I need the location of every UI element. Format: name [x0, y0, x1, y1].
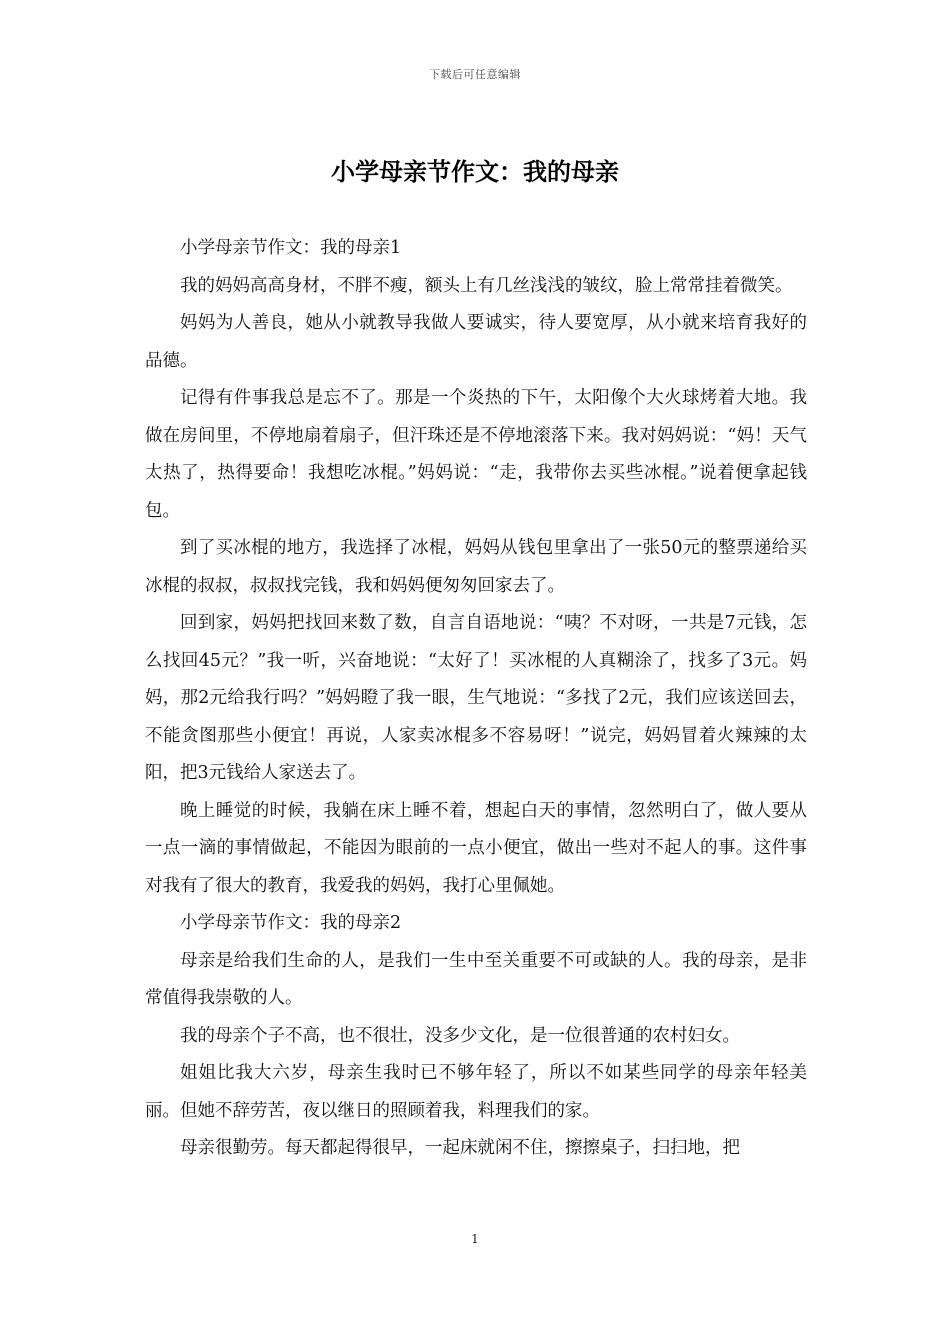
- paragraph: 到了买冰棍的地方，我选择了冰棍，妈妈从钱包里拿出了一张50元的整票递给买冰棍的叔叔，叔叔找完钱，我和妈妈便匆匆回家去了。: [145, 538, 807, 596]
- paragraph: 妈妈为人善良，她从小就教导我做人要诚实，待人要宽厚，从小就来培育我好的品德。: [145, 313, 807, 371]
- page-number: 1: [471, 1232, 479, 1246]
- section-heading-2: 小学母亲节作文：我的母亲2: [180, 913, 402, 933]
- paragraph: 我的母亲个子不高，也不很壮，没多少文化，是一位很普通的农村妇女。: [180, 1025, 740, 1046]
- paragraph: 母亲是给我们生命的人，是我们一生中至关重要不可或缺的人。我的母亲，是非常值得我崇敬的人。: [145, 950, 807, 1008]
- paragraph: 姐姐比我大六岁，母亲生我时已不够年轻了，所以不如某些同学的母亲年轻美丽。但她不辞劳苦，夜以继日的照顾着我，料理我们的家。: [145, 1063, 807, 1121]
- paragraph: 母亲很勤劳。每天都起得很早，一起床就闲不住，擦擦桌子，扫扫地，把: [180, 1138, 740, 1158]
- paragraph: 晚上睡觉的时候，我躺在床上睡不着，想起白天的事情，忽然明白了，做人要从一点一滴的事情做起，不能因为眼前的一点小便宜，做出一些对不起人的事。这件事对我有了很大的教育，我爱我的妈妈，我打心里佩她。: [145, 800, 807, 896]
- document-title: 小学母亲节作文：我的母亲: [331, 157, 619, 186]
- paragraph: 我的妈妈高高身材，不胖不瘦，额头上有几丝浅浅的皱纹，脸上常常挂着微笑。: [180, 275, 793, 296]
- header-note: 下载后可任意编辑: [429, 68, 521, 81]
- paragraph: 回到家，妈妈把找回来数了数，自言自语地说：“咦？不对呀，一共是7元钱，怎么找回45元？”我一听，兴奋地说：“太好了！买冰棍的人真糊涂了，找多了3元。妈妈，那2元给我行吗？”妈妈瞪了我一眼，生气地说：“多找了2元，我们应该送回去，不能贪图那些小便宜！再说，人家卖冰棍多不容易呀！”说完，妈妈冒着火辣辣的太阳，把3元钱给人家送去了。: [145, 613, 807, 783]
- paragraph: 记得有件事我总是忘不了。那是一个炎热的下午，太阳像个大火球烤着大地。我做在房间里，不停地扇着扇子，但汗珠还是不停地滚落下来。我对妈妈说：“妈！天气太热了，热得要命！我想吃冰棍。”妈妈说：“走，我带你去买些冰棍。”说着便拿起钱包。: [145, 388, 807, 521]
- section-heading-1: 小学母亲节作文：我的母亲1: [180, 238, 402, 258]
- document-body: [145, 230, 807, 1168]
